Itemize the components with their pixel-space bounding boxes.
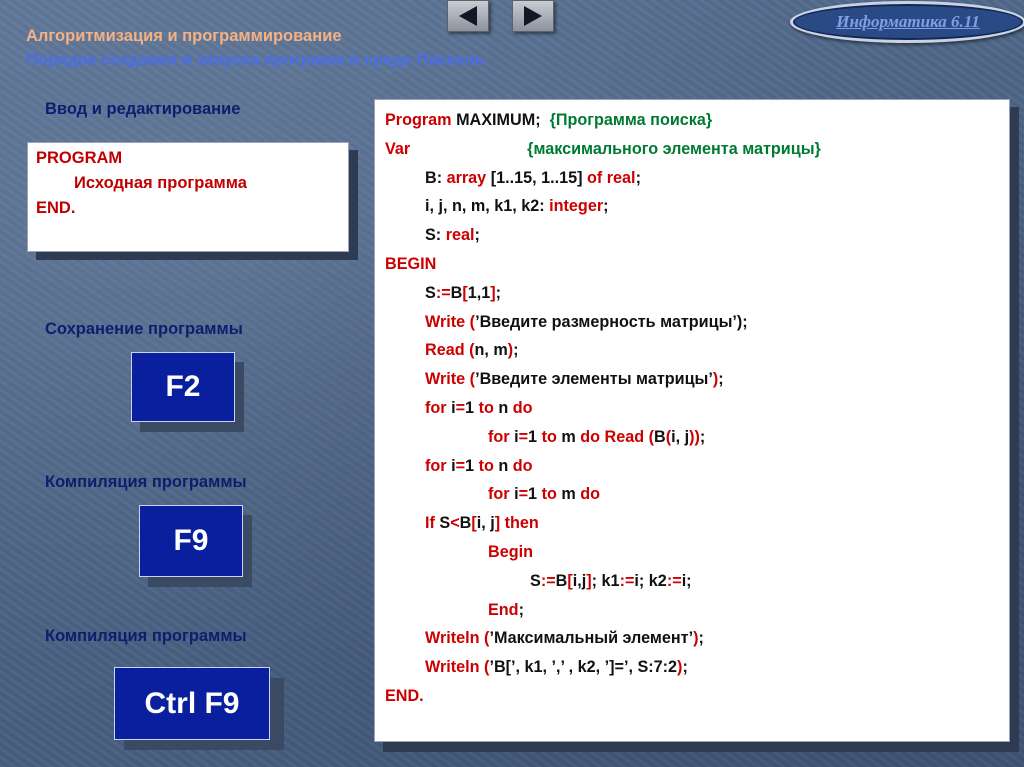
code-text: B <box>654 427 666 446</box>
code-text: ; <box>698 629 704 648</box>
code-text: 1 <box>465 399 479 417</box>
code-keyword: to <box>541 485 562 504</box>
code-line <box>385 627 704 649</box>
code-keyword: to <box>478 399 499 417</box>
key-ctrl-f9-label: Ctrl F9 <box>144 686 240 720</box>
code-text: i; <box>681 571 692 590</box>
code-text: ; <box>603 197 609 216</box>
code-keyword: [ <box>462 283 468 302</box>
code-text: 1,1 <box>467 283 491 302</box>
code-text: 1 <box>528 427 542 446</box>
code-line <box>385 224 480 246</box>
code-text: i, j, n, m, k1, k2: <box>425 197 550 216</box>
code-keyword: < <box>450 514 460 533</box>
code-text: ; <box>699 427 706 446</box>
code-text: i,j <box>572 571 587 590</box>
code-keyword: = <box>455 399 466 417</box>
code-text <box>410 140 527 158</box>
code-text: i <box>514 427 519 446</box>
code-listing <box>385 109 1005 737</box>
code-text: i <box>451 399 456 417</box>
code-keyword: ) <box>677 658 683 677</box>
code-text: 1 <box>528 485 542 504</box>
skeleton-source-placeholder: Исходная программа <box>74 174 247 192</box>
code-line <box>385 541 533 563</box>
slide-title: Алгоритмизация и программирование <box>26 27 342 45</box>
code-keyword: Writeln ( <box>425 629 490 648</box>
key-ctrl-f9 <box>114 667 270 740</box>
skeleton-program-keyword: PROGRAM <box>36 149 123 167</box>
code-keyword: End <box>488 600 519 619</box>
code-line <box>385 599 524 621</box>
code-text: ’B[’, k1, ’,’ , k2, ’]=’, S:7:2 <box>489 658 678 677</box>
code-keyword: of real <box>586 168 636 187</box>
code-text: S: <box>425 226 446 245</box>
code-text: ’Введите элементы матрицы’ <box>475 370 713 389</box>
step-label-edit: Ввод и редактирование <box>45 100 241 118</box>
code-keyword: ] <box>586 571 592 590</box>
code-keyword: Read ( <box>425 341 475 360</box>
code-keyword: := <box>619 571 635 590</box>
skeleton-end-keyword: END. <box>36 199 76 217</box>
code-text: ; <box>635 168 641 187</box>
code-line <box>385 138 821 160</box>
code-keyword: do <box>580 485 601 504</box>
code-text: i, j <box>476 514 495 533</box>
code-line <box>385 109 712 131</box>
code-keyword: for <box>488 485 515 504</box>
code-line <box>385 512 539 534</box>
code-line <box>385 570 692 592</box>
code-line <box>385 282 501 304</box>
code-keyword: array <box>446 168 491 187</box>
code-text: ’Введите размерность матрицы’); <box>475 312 748 331</box>
code-keyword: ( <box>665 427 672 446</box>
code-keyword: := <box>666 571 682 590</box>
key-f2-label: F2 <box>165 370 201 403</box>
code-keyword: Begin <box>488 543 533 561</box>
code-line <box>385 656 688 678</box>
code-keyword: Write ( <box>425 312 476 331</box>
code-keyword: Writeln ( <box>425 658 490 677</box>
code-text: i <box>451 456 456 475</box>
code-line <box>385 195 609 217</box>
code-text: S <box>530 571 541 590</box>
code-keyword: [ <box>471 514 477 533</box>
code-text: m <box>561 427 581 446</box>
code-keyword: := <box>540 571 556 590</box>
code-keyword: ) <box>693 629 699 648</box>
prev-slide-button[interactable] <box>447 0 489 32</box>
code-text: m <box>561 485 581 504</box>
next-slide-button[interactable] <box>512 0 554 32</box>
code-line <box>385 455 533 477</box>
code-keyword: do Read ( <box>580 427 654 446</box>
code-keyword: )) <box>689 427 700 446</box>
code-text: ; <box>518 600 524 619</box>
code-keyword: = <box>455 456 466 475</box>
step-label-compile: Компиляция программы <box>45 473 247 491</box>
code-line <box>385 167 641 189</box>
code-keyword: for <box>425 456 452 475</box>
code-keyword: Write ( <box>425 370 476 389</box>
code-text: S <box>425 283 436 302</box>
code-keyword: do <box>512 399 533 417</box>
code-keyword: END. <box>385 687 424 705</box>
key-f9-label: F9 <box>173 524 209 557</box>
code-line <box>385 253 436 275</box>
key-f9 <box>139 505 243 577</box>
code-text: i <box>514 485 519 504</box>
code-line <box>385 483 600 505</box>
code-line <box>385 339 519 361</box>
slide-subtitle: Порядок создания и запуска программ в среде Паскаль <box>26 51 485 69</box>
code-panel <box>374 99 1010 742</box>
code-comment: {Программа поиска} <box>549 111 713 129</box>
code-line <box>385 368 724 390</box>
code-text: i; k2 <box>634 571 667 590</box>
code-text: n, m <box>474 341 508 360</box>
code-line <box>385 685 424 707</box>
code-keyword: for <box>488 427 515 446</box>
code-text: ; <box>682 658 688 677</box>
code-keyword: BEGIN <box>385 255 437 273</box>
code-text: ; <box>495 283 502 302</box>
code-keyword: to <box>541 427 562 446</box>
code-keyword: Var <box>385 139 411 158</box>
code-text: n <box>498 399 513 417</box>
code-text: MAXIMUM; <box>456 111 550 129</box>
code-text: n <box>498 456 513 475</box>
code-comment: {максимального элемента матрицы} <box>527 139 821 158</box>
code-line <box>385 426 705 448</box>
key-f2 <box>131 352 235 422</box>
code-text: B <box>450 283 463 302</box>
code-text: B: <box>425 168 447 187</box>
code-text: ; <box>513 341 519 360</box>
code-text: S <box>439 514 451 533</box>
code-keyword: = <box>518 485 529 504</box>
code-keyword: real <box>445 226 475 245</box>
code-text: ; k1 <box>591 571 620 590</box>
section-badge-link[interactable] <box>790 1 1024 43</box>
step-label-save: Сохранение программы <box>45 320 243 338</box>
code-keyword: ] <box>490 283 496 302</box>
arrow-left-icon <box>448 1 488 31</box>
code-line <box>385 311 748 333</box>
code-keyword: ) <box>712 370 719 389</box>
code-keyword: := <box>435 283 451 302</box>
code-keyword: ] then <box>494 514 539 533</box>
code-text: ’Максимальный элемент’ <box>489 629 694 648</box>
code-keyword: do <box>512 456 533 475</box>
code-text: 1 <box>465 456 479 475</box>
code-line <box>385 397 533 419</box>
code-keyword: integer <box>549 197 604 216</box>
arrow-right-icon <box>513 1 553 31</box>
code-keyword: Program <box>385 111 457 129</box>
code-text: ; <box>718 370 724 389</box>
code-text: B <box>555 571 568 590</box>
badge-text: Информатика 6.11 <box>836 12 980 31</box>
code-keyword: ) <box>507 341 514 360</box>
code-text: i, j <box>671 427 690 446</box>
skeleton-code-panel <box>27 142 349 252</box>
code-text: [1..15, 1..15] <box>490 168 587 187</box>
code-keyword: to <box>478 456 499 475</box>
code-keyword: = <box>518 427 529 446</box>
code-keyword: for <box>425 399 452 417</box>
code-keyword: [ <box>567 571 573 590</box>
code-text: ; <box>474 226 480 245</box>
step-label-run: Компиляция программы <box>45 627 247 645</box>
code-keyword: If <box>425 514 440 533</box>
code-text: B <box>459 514 472 533</box>
